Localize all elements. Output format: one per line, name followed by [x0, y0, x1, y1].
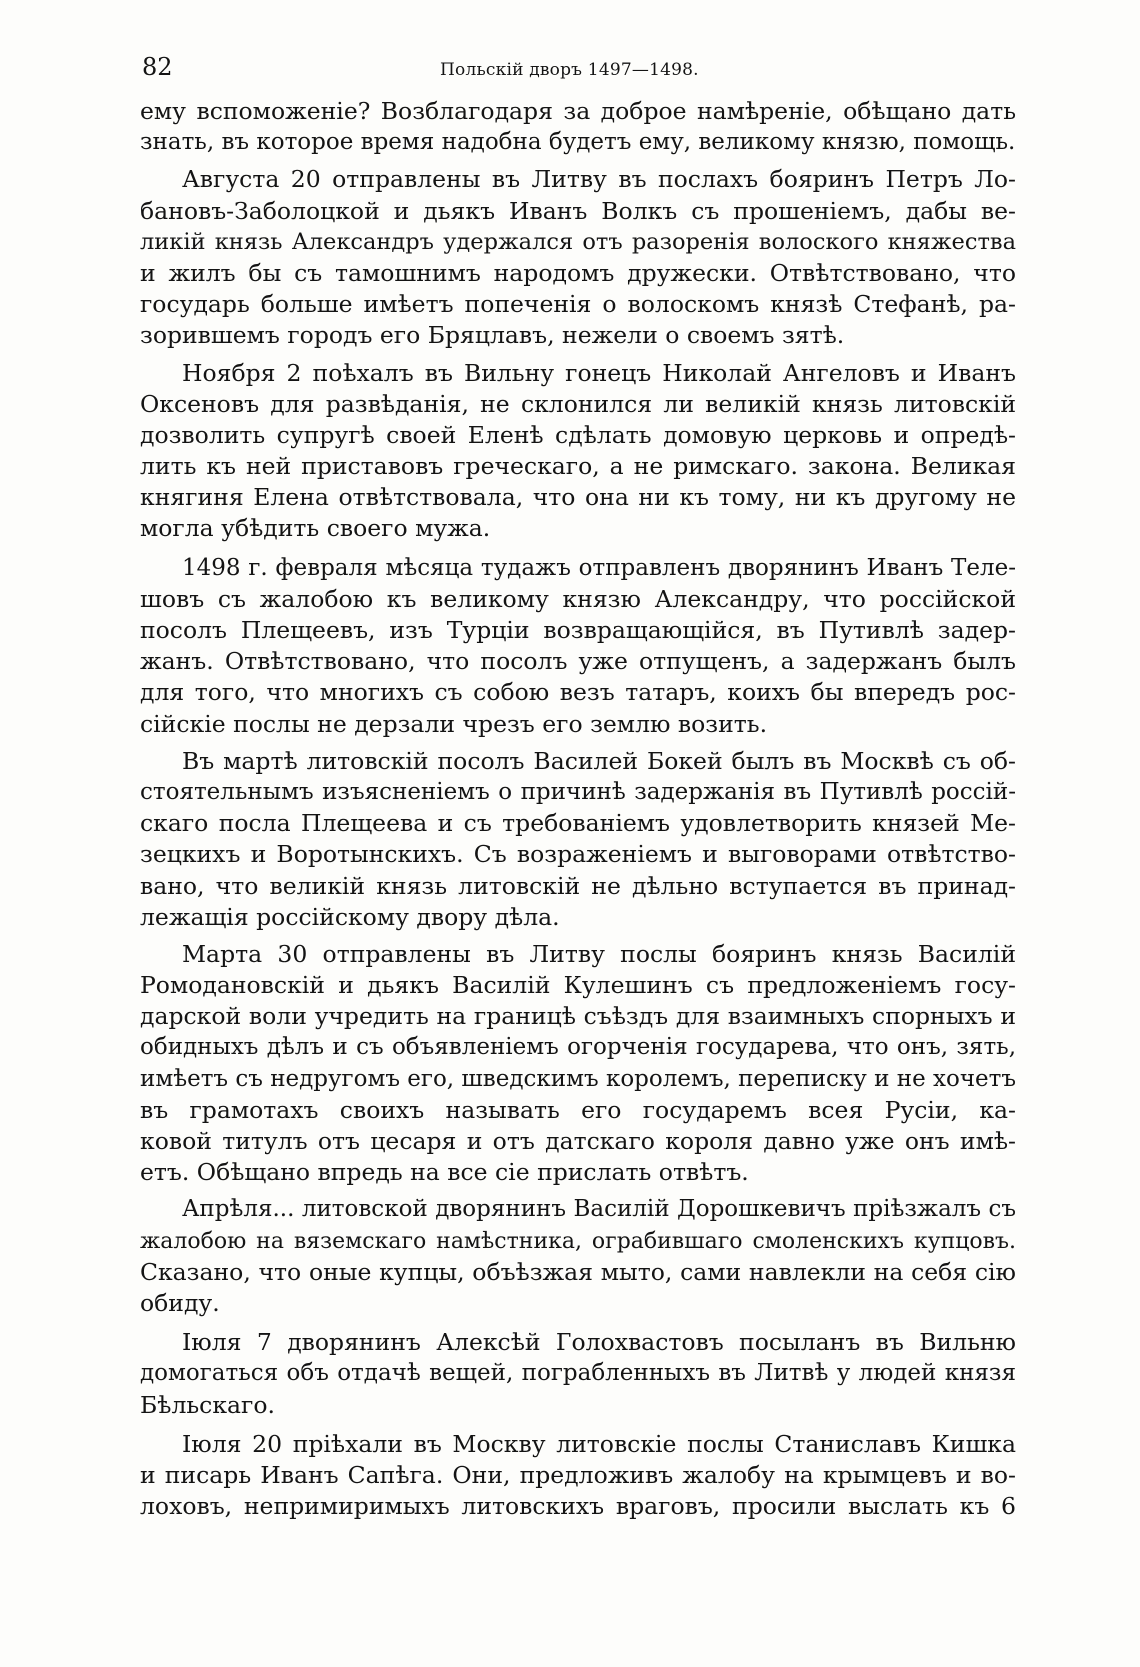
paragraph-7: [140, 1194, 1016, 1319]
running-title: Польскій дворъ 1497—1498.: [440, 60, 699, 80]
text-line: могла убѣдить своего мужа.: [140, 514, 491, 543]
text-line: Апрѣля... литовской дворянинъ Василій Дорошкевичъ пріѣзжалъ съ: [182, 1196, 1016, 1223]
text-line: ему вспоможеніе? Возблагодаря за доброе намѣреніе, обѣщано дать: [140, 97, 1016, 125]
text-line: Сказано, что оные купцы, объѣзжая мыто, сами навлекли на себя сію: [140, 1257, 1016, 1286]
text-line: бановъ-Заболоцкой и дьякъ Иванъ Волкъ съ прошеніемъ, дабы ве-: [140, 196, 1016, 225]
text-line: и жилъ бы съ тамошнимъ народомъ дружески. Отвѣтствовано, что: [140, 258, 1016, 287]
page-header: [140, 52, 1010, 88]
text-line: Бѣльскаго.: [140, 1390, 275, 1419]
text-line: домогаться объ отдачѣ вещей, пограбленныхъ въ Литвѣ у людей князя: [140, 1360, 1016, 1387]
text-line: знать, въ которое время надобна будетъ ему, великому князю, помощь.: [140, 129, 1016, 156]
text-line: Іюля 20 пріѣхали въ Москву литовскіе послы Станиславъ Кишка: [182, 1429, 1016, 1458]
text-line: и писарь Иванъ Сапѣга. Они, предложивъ жалобу на крымцевъ и во-: [140, 1460, 1016, 1489]
text-line: ковой титулъ отъ цесаря и отъ датскаго короля давно уже онъ имѣ-: [140, 1127, 1016, 1155]
text-line: обиду.: [140, 1288, 220, 1317]
text-line: 1498 г. февраля мѣсяца тудажъ отправленъ дворянинъ Иванъ Теле-: [182, 554, 1016, 581]
text-line: стоятельнымъ изъясненіемъ о причинѣ задержанія въ Путивлѣ россій-: [140, 778, 1016, 805]
text-line: государь больше имѣетъ попеченія о волоскомъ князѣ Стефанѣ, ра-: [140, 290, 1016, 319]
paragraph-6: [140, 939, 1016, 1189]
text-line: лоховъ, непримиримыхъ литовскихъ враговъ, просили выслать къ 6: [140, 1492, 1016, 1521]
text-line: Марта 30 отправлены въ Литву послы бояринъ князь Василій: [182, 939, 1016, 968]
text-line: посолъ Плещеевъ, изъ Турціи возвращающійся, въ Путивлѣ задер-: [140, 616, 1016, 644]
paragraph-2: [140, 164, 1016, 351]
paragraph-9: [140, 1429, 1016, 1523]
paragraph-8: [140, 1327, 1016, 1421]
text-line: ликій князь Александръ удержался отъ разоренія волоского княжества: [140, 228, 1016, 255]
paragraph-5: [140, 746, 1016, 933]
text-line: Августа 20 отправлены въ Литву въ послахъ бояринъ Петръ Ло-: [182, 165, 1016, 194]
text-line: шовъ съ жалобою къ великому князю Александру, что россійской: [140, 584, 1016, 613]
text-line: имѣетъ съ недругомъ его, шведскимъ королемъ, переписку и не хочетъ: [140, 1065, 1017, 1092]
text-line: скаго посла Плещеева и съ требованіемъ удовлетворить князей Ме-: [140, 809, 1016, 838]
text-line: вано, что великій князь литовскій не дѣльно вступается въ принад-: [140, 871, 1016, 900]
text-line: Ромодановскій и дьякъ Василій Кулешинъ съ предложеніемъ госу-: [140, 971, 1016, 1000]
page-number: 82: [142, 53, 173, 81]
paragraph-4: [140, 553, 1016, 740]
text-line: дозволить супругѣ своей Еленѣ сдѣлать домовую церковь и опредѣ-: [140, 420, 1016, 449]
text-line: етъ. Обѣщано впредь на все сіе прислать отвѣтъ.: [140, 1158, 749, 1187]
text-line: жанъ. Отвѣтствовано, что посолъ уже отпущенъ, а задержанъ былъ: [140, 647, 1016, 676]
paragraph-3: [140, 358, 1016, 545]
text-line: для того, что многихъ съ собою везъ татаръ, коихъ бы впередъ рос-: [140, 678, 1016, 707]
text-line: сійскіе послы не дерзали чрезъ его землю возить.: [140, 709, 768, 738]
text-line: въ грамотахъ своихъ называть его государемъ всея Русіи, ка-: [140, 1095, 1016, 1124]
text-line: обидныхъ дѣлъ и съ объявленіемъ огорченія государева, что онъ, зять,: [140, 1034, 1016, 1061]
text-line: Іюля 7 дворянинъ Алексѣй Голохвастовъ посыланъ въ Вильню: [182, 1328, 1016, 1357]
text-line: Ноября 2 поѣхалъ въ Вильну гонецъ Николай Ангеловъ и Иванъ: [182, 358, 1016, 387]
text-line: лить къ ней приставовъ греческаго, а не римскаго. закона. Великая: [140, 452, 1016, 481]
text-line: Оксеновъ для развѣданія, не склонился ли великій князь литовскій: [140, 389, 1016, 418]
text-line: княгиня Елена отвѣтствовала, что она ни къ тому, ни къ другому не: [140, 483, 1016, 512]
text-line: лежащія россійскому двору дѣла.: [140, 902, 560, 931]
paragraph-1: [140, 96, 1016, 158]
text-line: дарской воли учредить на границѣ съѣздъ для взаимныхъ спорныхъ и: [140, 1002, 1016, 1031]
text-line: жалобою на вяземскаго намѣстника, ограбившаго смоленскихъ купцовъ.: [140, 1228, 1016, 1254]
body-text: [140, 96, 1016, 1528]
text-line: зорившемъ городъ его Бряцлавъ, нежели о своемъ зятѣ.: [140, 321, 845, 350]
text-line: Въ мартѣ литовскій посолъ Василей Бокей былъ въ Москвѣ съ об-: [182, 746, 1016, 775]
text-line: зецкихъ и Воротынскихъ. Съ возраженіемъ и выговорами отвѣтство-: [140, 840, 1016, 869]
